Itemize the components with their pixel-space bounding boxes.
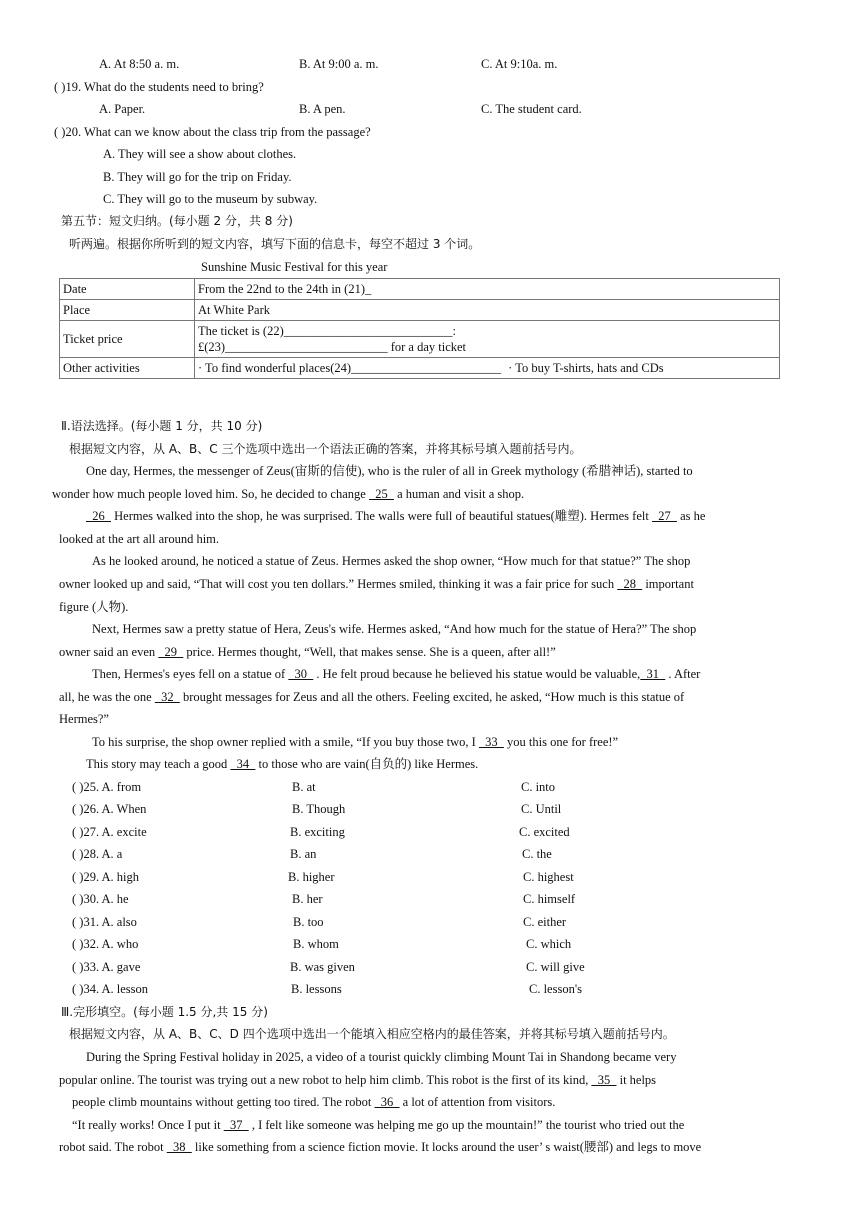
passage-line: Then, Hermes's eyes fell on a statue of 30 . He felt proud because he believed his statue would be valuable, 31 . After bbox=[92, 667, 701, 681]
option-row-c: C. lesson's bbox=[529, 982, 582, 996]
section3-instruction: 根据短文内容，从 A、B、C、D 四个选项中选出一个能填入相应空格内的最佳答案，并将其标号填入题前括号内。 bbox=[69, 1027, 675, 1041]
option-row-c: C. excited bbox=[519, 825, 570, 839]
table-cell-value: At White Park bbox=[195, 300, 780, 321]
answer-blank: 25 bbox=[368, 487, 394, 501]
option-row-q: ( )33. A. gave bbox=[72, 960, 141, 974]
option-row-b: B. Though bbox=[292, 802, 346, 816]
passage-line: This story may teach a good 34 to those who are vain(自负的) like Hermes. bbox=[86, 757, 479, 771]
activity-b: · To buy T-shirts, hats and CDs bbox=[508, 361, 664, 375]
passage-line: 26 Hermes walked into the shop, he was surprised. The walls were full of beautiful statues(雕塑). Hermes felt 27 as he bbox=[86, 509, 706, 523]
option-row-q: ( )34. A. lesson bbox=[72, 982, 149, 996]
option-row-b: B. whom bbox=[293, 937, 339, 951]
option-row-b: B. lessons bbox=[291, 982, 342, 996]
answer-blank: 29 bbox=[158, 645, 184, 659]
passage-line: popular online. The tourist was trying out a new robot to help him climb. This robot is the first of its kind, 35 it helps bbox=[59, 1073, 657, 1087]
passage-line: One day, Hermes, the messenger of Zeus(宙斯的信使), who is the ruler of all in Greek mythology (希腊神话), started to bbox=[86, 464, 693, 478]
option-row-q: ( )29. A. high bbox=[72, 870, 140, 884]
passage-line: “It really works! Once I put it 37 , I felt like someone was helping me go up the mountain!” the tourist who tried out the bbox=[72, 1118, 685, 1132]
option-row-b: B. was given bbox=[290, 960, 355, 974]
option-row-c: C. himself bbox=[523, 892, 576, 906]
ticket-line-1: The ticket is (22)___________________________: bbox=[198, 324, 456, 338]
passage-line: wonder how much people loved him. So, he decided to change 25 a human and visit a shop. bbox=[52, 487, 525, 501]
option-row-c: C. will give bbox=[526, 960, 585, 974]
section2-title: Ⅱ.语法选择。(每小题 1 分，共 10 分) bbox=[61, 419, 263, 433]
table-cell-value bbox=[195, 358, 780, 379]
passage-line: During the Spring Festival holiday in 2025, a video of a tourist quickly climbing Mount Tai in Shandong became very bbox=[86, 1050, 677, 1064]
passage-line: robot said. The robot 38 like something from a science fiction movie. It locks around the user’ s waist(腰部) and legs to move bbox=[59, 1140, 702, 1154]
answer-blank: 35 bbox=[591, 1073, 617, 1087]
q18-option-c: C. At 9:10a. m. bbox=[481, 57, 558, 71]
answer-blank: 37 bbox=[223, 1118, 249, 1132]
q18-option-a: A. At 8:50 a. m. bbox=[99, 57, 180, 71]
ticket-line-2: £(23)__________________________ for a day ticket bbox=[198, 340, 467, 354]
table-cell-key: Date bbox=[60, 279, 195, 300]
passage-line: all, he was the one 32 brought messages for Zeus and all the others. Feeling excited, he asked, “How much is this statue of bbox=[59, 690, 685, 704]
passage-line: Next, Hermes saw a pretty statue of Hera, Zeus's wife. Hermes asked, “And how much for the statue of Hera?” The shop bbox=[92, 622, 697, 636]
answer-blank: 36 bbox=[374, 1095, 400, 1109]
table-row bbox=[60, 279, 780, 300]
q19-option-c: C. The student card. bbox=[481, 102, 582, 116]
section5-title: 第五节：短文归纳。(每小题 2 分，共 8 分) bbox=[61, 214, 293, 228]
option-row-q: ( )26. A. When bbox=[72, 802, 147, 816]
answer-blank: 38 bbox=[166, 1140, 192, 1154]
section3-title: Ⅲ.完形填空。(每小题 1.5 分,共 15 分) bbox=[61, 1005, 268, 1019]
passage-line: figure (人物). bbox=[59, 600, 129, 614]
table-cell-key: Ticket price bbox=[60, 321, 195, 358]
table-row bbox=[60, 300, 780, 321]
answer-blank: 28 bbox=[617, 577, 643, 591]
q20-option-a: A. They will see a show about clothes. bbox=[103, 147, 297, 161]
section2-instruction: 根据短文内容，从 A、B、C 三个选项中选出一个语法正确的答案，并将其标号填入题前括号内。 bbox=[69, 442, 582, 456]
table-cell-key: Other activities bbox=[60, 358, 195, 379]
option-row-q: ( )27. A. excite bbox=[72, 825, 147, 839]
option-row-b: B. her bbox=[292, 892, 323, 906]
option-row-c: C. highest bbox=[523, 870, 574, 884]
answer-blank: 33 bbox=[478, 735, 504, 749]
table-cell-value bbox=[195, 321, 780, 358]
option-row-c: C. Until bbox=[521, 802, 562, 816]
option-row-b: B. an bbox=[290, 847, 317, 861]
table-cell-key: Place bbox=[60, 300, 195, 321]
table-cell-value: From the 22nd to the 24th in (21)_ bbox=[195, 279, 780, 300]
passage-line: owner looked up and said, “That will cost you ten dollars.” Hermes smiled, thinking it was a fair price for such 28 important bbox=[59, 577, 694, 591]
option-row-c: C. either bbox=[523, 915, 567, 929]
option-row-c: C. the bbox=[522, 847, 552, 861]
answer-blank: 32 bbox=[154, 690, 180, 704]
option-row-b: B. at bbox=[292, 780, 316, 794]
passage-line: To his surprise, the shop owner replied with a smile, “If you buy those two, I 33 you this one for free!” bbox=[92, 735, 619, 749]
q20-option-c: C. They will go to the museum by subway. bbox=[103, 192, 318, 206]
option-row-q: ( )25. A. from bbox=[72, 780, 142, 794]
option-row-b: B. exciting bbox=[290, 825, 345, 839]
passage-line: Hermes?” bbox=[59, 712, 109, 726]
option-row-b: B. higher bbox=[288, 870, 335, 884]
q19-stem: ( )19. What do the students need to bring? bbox=[54, 80, 264, 94]
option-row-q: ( )32. A. who bbox=[72, 937, 139, 951]
option-row-q: ( )28. A. a bbox=[72, 847, 123, 861]
q19-option-b: B. A pen. bbox=[299, 102, 346, 116]
info-card-title: Sunshine Music Festival for this year bbox=[201, 260, 388, 274]
table-row bbox=[60, 321, 780, 358]
table-row bbox=[60, 358, 780, 379]
q20-stem: ( )20. What can we know about the class trip from the passage? bbox=[54, 125, 371, 139]
answer-blank: 34 bbox=[230, 757, 256, 771]
passage-line: owner said an even 29 price. Hermes thought, “Well, that makes sense. She is a queen, after all!” bbox=[59, 645, 556, 659]
passage-line: As he looked around, he noticed a statue of Zeus. Hermes asked the shop owner, “How much for that statue?” The shop bbox=[92, 554, 691, 568]
option-row-q: ( )30. A. he bbox=[72, 892, 129, 906]
activity-a: · To find wonderful places(24)________________________ bbox=[198, 361, 502, 375]
answer-blank: 26 bbox=[86, 509, 111, 523]
q18-option-b: B. At 9:00 a. m. bbox=[299, 57, 379, 71]
answer-blank: 30 bbox=[288, 667, 314, 681]
answer-blank: 27 bbox=[651, 509, 677, 523]
q20-option-b: B. They will go for the trip on Friday. bbox=[103, 170, 292, 184]
q19-option-a: A. Paper. bbox=[99, 102, 146, 116]
option-row-q: ( )31. A. also bbox=[72, 915, 137, 929]
option-row-b: B. too bbox=[293, 915, 324, 929]
answer-blank: 31 bbox=[640, 667, 666, 681]
option-row-c: C. which bbox=[526, 937, 572, 951]
section5-instruction: 听两遍。根据你所听到的短文内容，填写下面的信息卡，每空不超过 3 个词。 bbox=[69, 237, 481, 251]
passage-line: looked at the art all around him. bbox=[59, 532, 220, 546]
option-row-c: C. into bbox=[521, 780, 556, 794]
info-card-table bbox=[59, 278, 780, 379]
passage-line: people climb mountains without getting too tired. The robot 36 a lot of attention from visitors. bbox=[72, 1095, 556, 1109]
